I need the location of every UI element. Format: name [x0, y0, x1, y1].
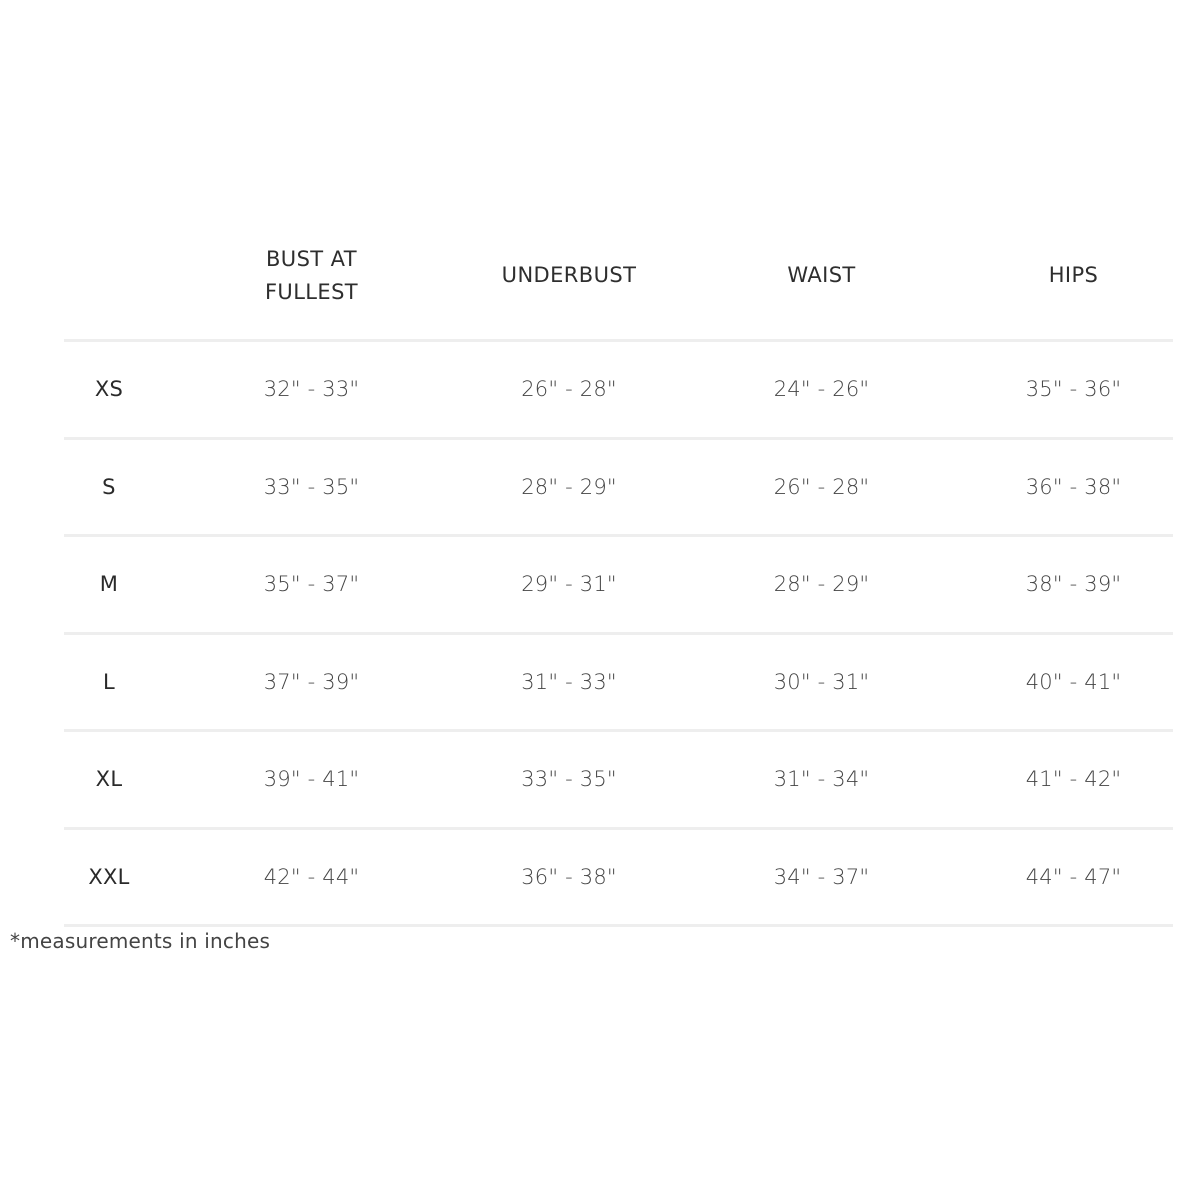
waist-value: 26" - 28"	[773, 474, 870, 499]
bust-value: 35" - 37"	[263, 572, 360, 597]
bust-value: 33" - 35"	[263, 474, 360, 499]
header-underbust: UNDERBUST	[501, 263, 637, 287]
bust-value: 39" - 41"	[263, 767, 360, 792]
underbust-value: 26" - 28"	[521, 377, 617, 402]
table-row	[64, 537, 1173, 635]
table-row	[64, 830, 1173, 928]
size-label: XL	[95, 767, 123, 792]
header-waist: WAIST	[787, 263, 856, 287]
size-label: L	[103, 669, 115, 694]
hips-value: 35" - 36"	[1025, 377, 1122, 402]
table-row	[64, 732, 1173, 830]
measurements-footnote: *measurements in inches	[10, 929, 271, 953]
table-row	[64, 635, 1173, 733]
hips-value: 40" - 41"	[1025, 669, 1122, 694]
underbust-value: 28" - 29"	[521, 474, 617, 499]
size-chart-table	[64, 226, 1173, 927]
table-row	[64, 440, 1173, 538]
size-label: XS	[94, 377, 124, 402]
underbust-value: 29" - 31"	[521, 572, 617, 597]
hips-value: 41" - 42"	[1025, 767, 1122, 792]
hips-value: 38" - 39"	[1025, 572, 1122, 597]
underbust-value: 33" - 35"	[521, 767, 617, 792]
waist-value: 30" - 31"	[773, 669, 870, 694]
header-size	[64, 226, 154, 339]
waist-value: 24" - 26"	[773, 377, 870, 402]
waist-value: 34" - 37"	[773, 864, 870, 889]
size-label: M	[99, 572, 119, 597]
bust-value: 37" - 39"	[263, 669, 360, 694]
underbust-value: 31" - 33"	[521, 669, 617, 694]
header-bust-label: BUST AT FULLEST	[264, 246, 359, 304]
bust-value: 32" - 33"	[263, 377, 360, 402]
size-label: S	[102, 474, 116, 499]
table-row	[64, 342, 1173, 440]
table-header-row	[64, 226, 1173, 342]
bust-value: 42" - 44"	[263, 864, 360, 889]
waist-value: 31" - 34"	[773, 767, 870, 792]
header-hips: HIPS	[1048, 263, 1099, 287]
underbust-value: 36" - 38"	[521, 864, 617, 889]
header-bust-at-fullest	[154, 226, 469, 339]
size-label: XXL	[88, 864, 130, 889]
waist-value: 28" - 29"	[773, 572, 870, 597]
hips-value: 44" - 47"	[1025, 864, 1122, 889]
hips-value: 36" - 38"	[1025, 474, 1122, 499]
